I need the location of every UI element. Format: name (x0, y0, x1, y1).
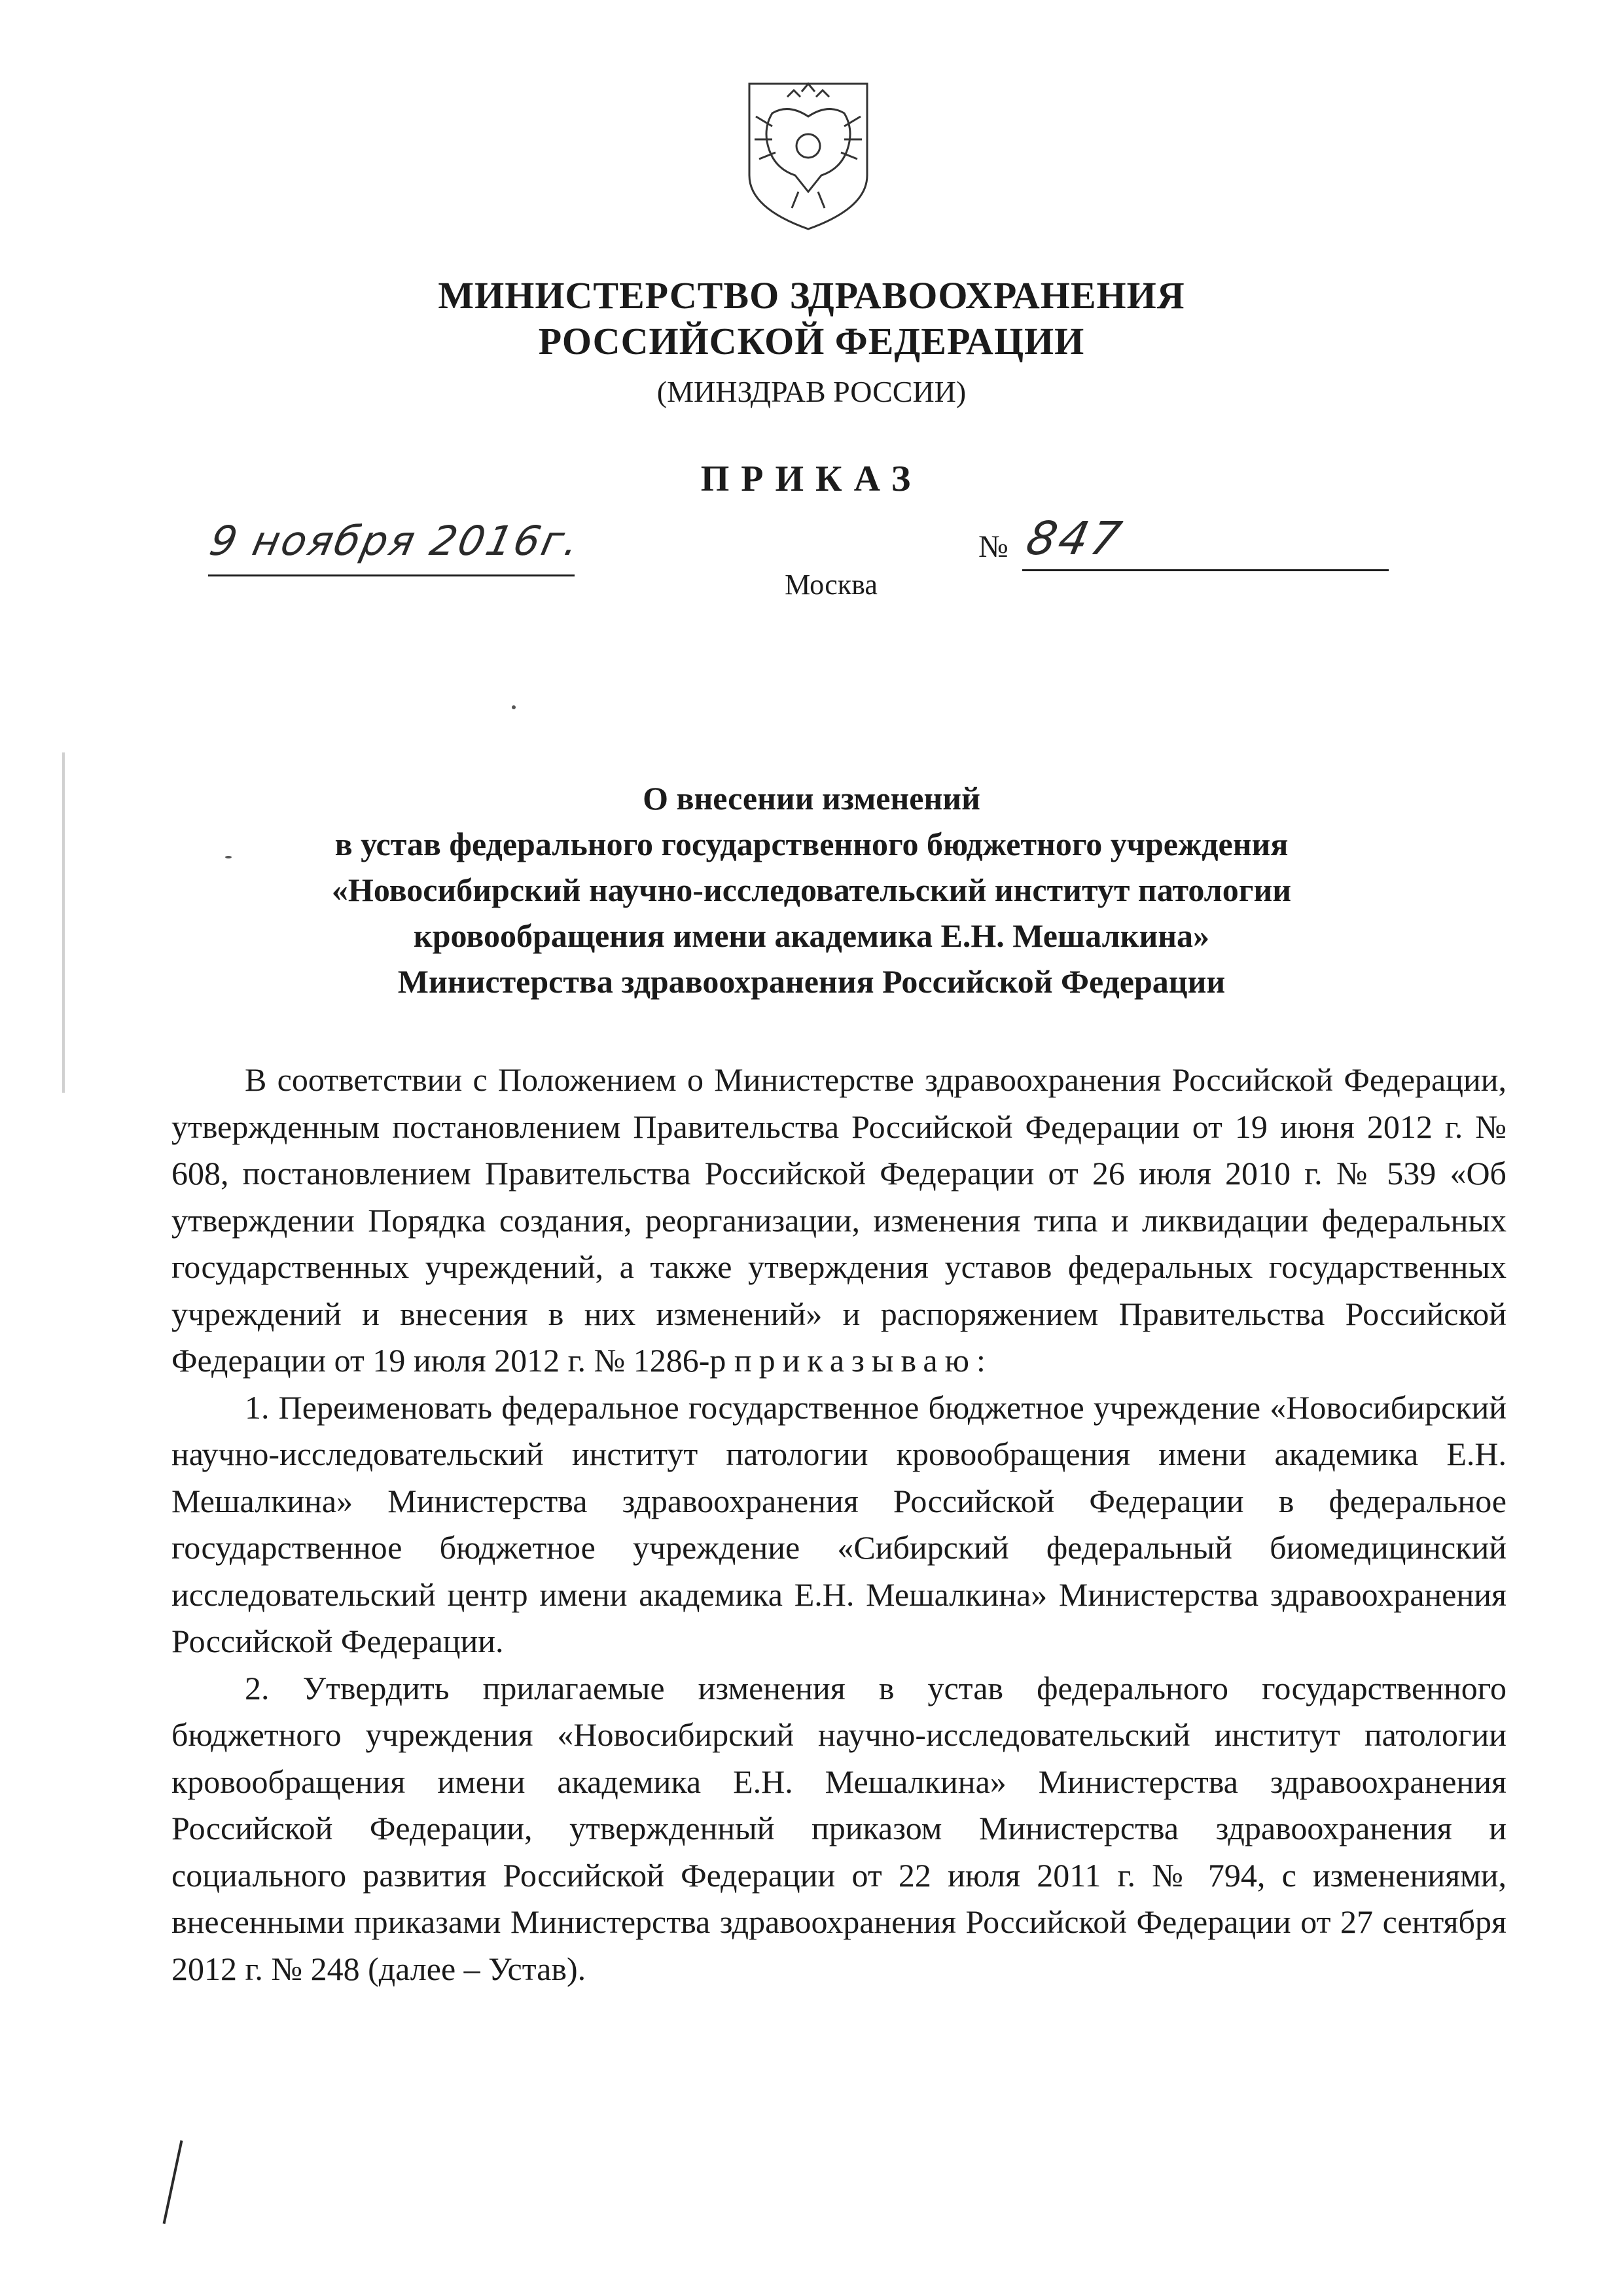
handwritten-number: 847 (1022, 512, 1129, 565)
title-line: Министерства здравоохранения Российской Федерации (397, 963, 1226, 1000)
title-line: О внесении изменений (643, 780, 980, 817)
title-line: кровообращения имени академика Е.Н. Мешалкина» (413, 917, 1210, 954)
ministry-abbreviation: (МИНЗДРАВ РОССИИ) (656, 375, 967, 408)
order-item-1: 1. Переименовать федеральное государственное бюджетное учреждение «Новосибирский научно-исследовательский институт патологии кровообращения имени академика Е.Н. Мешалкина» Министерства здравоохранения Российской Федерации в федеральное государственное бюджетное учреждение «Сибирский федеральный биомедицинский исследовательский центр имени академика Е.Н. Мешалкина» Министерства здравоохранения Российской Федерации. (171, 1388, 1507, 1659)
title-line: в устав федерального государственного бюджетного учреждения (334, 826, 1289, 862)
preamble-paragraph (171, 1057, 1507, 1385)
order-item-2: 2. Утвердить прилагаемые изменения в устав федерального государственного бюджетного учреждения «Новосибирский научно-исследовательский институт патологии кровообращения имени академика Е.Н. Мешалкина» Министерства здравоохранения Российской Федерации, утвержденный приказом Министерства здравоохранения и социального развития Российской Федерации от 22 июля 2011 г. № 794, с изменениями, внесенными приказами Министерства здравоохранения Российской Федерации от 27 сентября 2012 г. № 248 (далее – Устав). (171, 1669, 1507, 1987)
document-body (171, 1057, 1507, 1992)
city-name: Москва (785, 569, 878, 601)
coat-of-arms-emblem (736, 77, 880, 234)
ministry-name-line1: МИНИСТЕРСТВО ЗДРАВООХРАНЕНИЯ (438, 274, 1185, 317)
scan-speck (512, 705, 516, 709)
document-type: ПРИКАЗ (700, 459, 923, 499)
title-line: «Новосибирский научно-исследовательский институт патологии (331, 872, 1292, 908)
document-title (0, 775, 1623, 1004)
preamble-text: В соответствии с Положением о Министерстве здравоохранения Российской Федерации, утвержденным постановлением Правительства Российской Федерации от 19 июня 2012 г. № 608, постановлением Правительства Российской Федерации от 26 июля 2010 г. № 539 «Об утверждении Порядка создания, реорганизации, изменения типа и ликвидации федеральных государственных учреждений, а также утверждения уставов федеральных государственных учреждений и внесения в них изменений» и распоряжением Правительства Российской Федерации от 19 июля 2012 г. № 1286-р (171, 1061, 1507, 1379)
number-sign: № (978, 529, 1008, 564)
handwritten-date: 9 ноября 2016г. (205, 517, 586, 565)
ministry-name-line2: РОССИЙСКОЙ ФЕДЕРАЦИИ (538, 320, 1085, 362)
pen-mark (163, 2140, 183, 2224)
order-word: приказываю: (734, 1342, 993, 1379)
